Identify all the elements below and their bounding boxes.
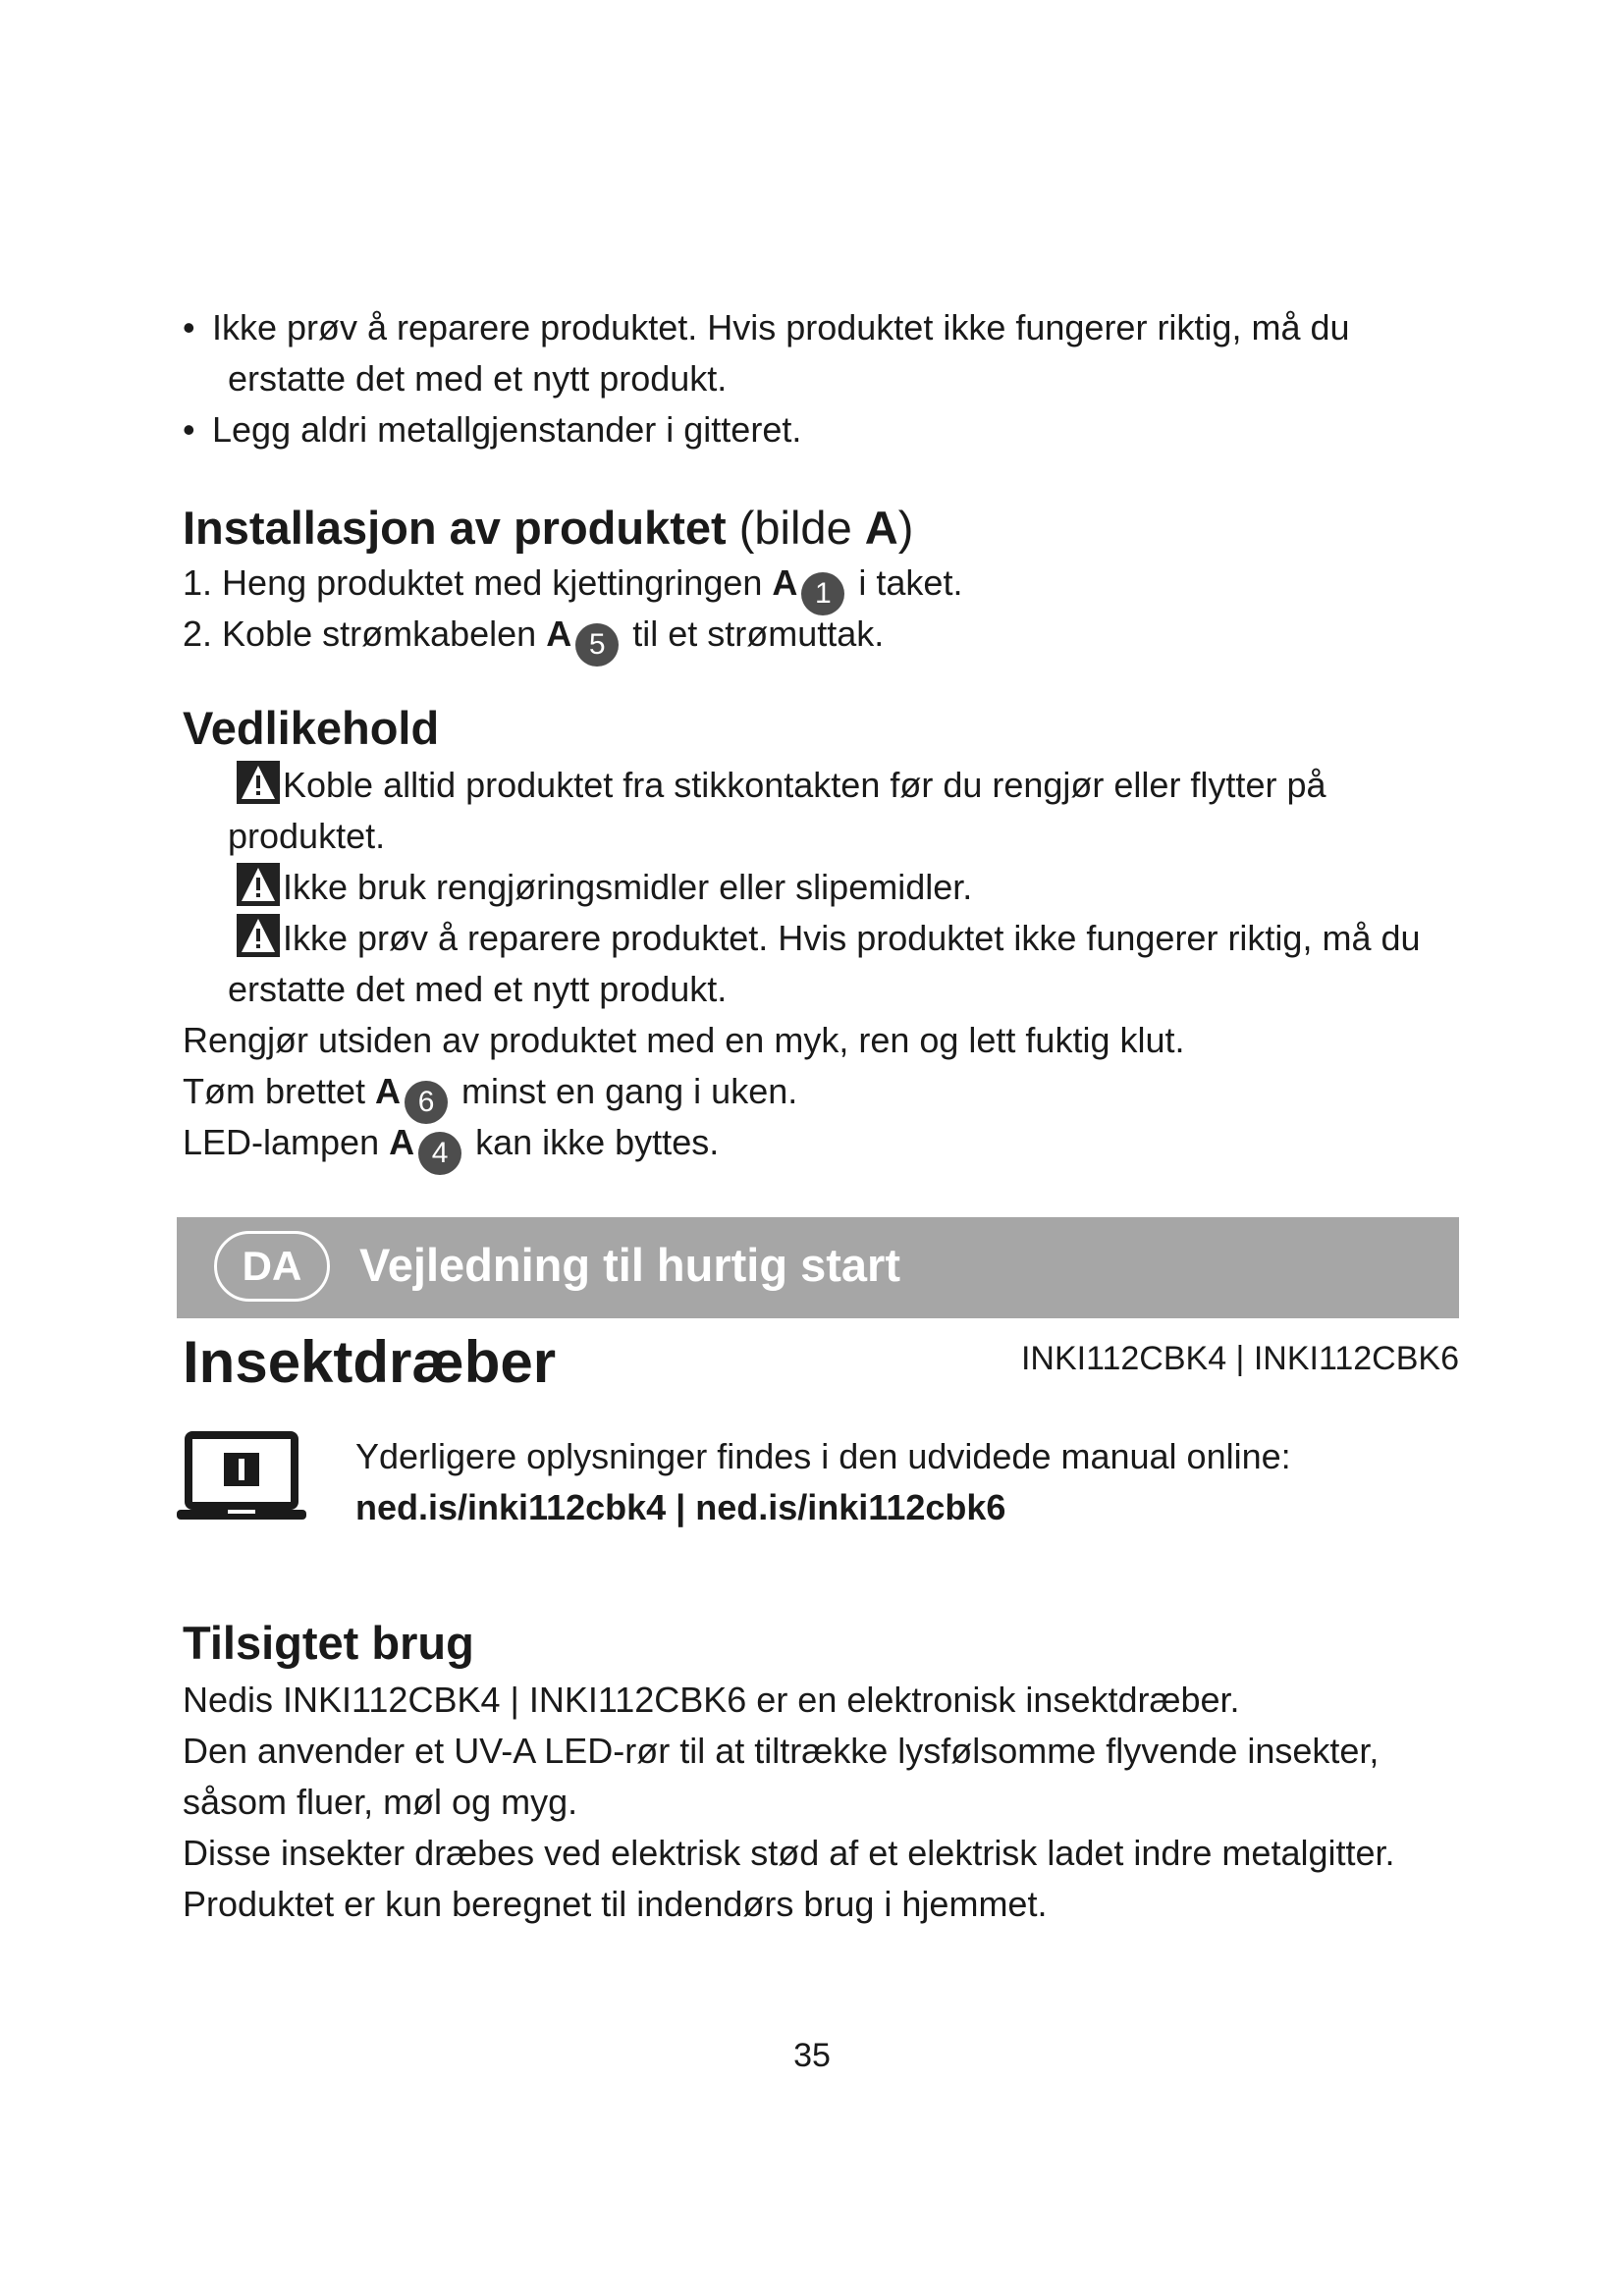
intended-use-line: såsom fluer, møl og myg. xyxy=(183,1782,578,1822)
language-code-badge: DA xyxy=(214,1231,330,1302)
warning-item-continuation: produktet. xyxy=(228,816,386,856)
intended-use-line: Disse insekter dræbes ved elektrisk stød af et elektrisk ladet indre metalgitter. xyxy=(183,1833,1395,1873)
reference-badge: 5 xyxy=(575,623,619,667)
reference-badge: 4 xyxy=(418,1132,461,1175)
product-title: Insektdræber xyxy=(183,1329,557,1395)
warning-item: Koble alltid produktet fra stikkontakten før du rengjør eller flytter på xyxy=(236,760,1326,811)
warning-item: Ikke prøv å reparere produktet. Hvis produktet ikke fungerer riktig, må du xyxy=(236,913,1421,964)
model-numbers: INKI112CBK4 | INKI112CBK6 xyxy=(1020,1340,1459,1377)
intended-use-line: Produktet er kun beregnet til indendørs brug i hjemmet. xyxy=(183,1884,1048,1924)
installation-step: 1. Heng produktet med kjettingringen A 1 i taket. xyxy=(183,558,962,615)
tray-text: Tøm brettet A 6 minst en gang i uken. xyxy=(183,1066,797,1124)
warning-icon xyxy=(236,760,281,805)
warning-icon xyxy=(236,862,281,907)
page-number: 35 xyxy=(793,2037,831,2074)
manual-links[interactable]: ned.is/inki112cbk4 | ned.is/inki112cbk6 xyxy=(355,1487,1006,1527)
warning-item: Ikke bruk rengjøringsmidler eller slipemidler. xyxy=(236,862,972,913)
led-text: LED-lampen A 4 kan ikke byttes. xyxy=(183,1117,719,1175)
intended-use-line: Nedis INKI112CBK4 | INKI112CBK6 er en elektronisk insektdræber. xyxy=(183,1680,1240,1720)
cleaning-text: Rengjør utsiden av produktet med en myk, ren og lett fuktig klut. xyxy=(183,1020,1185,1060)
warning-item-continuation: erstatte det med et nytt produkt. xyxy=(228,969,728,1009)
language-banner xyxy=(177,1217,1459,1318)
maintenance-heading: Vedlikehold xyxy=(183,702,440,754)
bullet-text-continuation: erstatte det med et nytt produkt. xyxy=(228,358,728,399)
banner-title: Vejledning til hurtig start xyxy=(359,1239,900,1291)
bullet-marker: • xyxy=(183,409,195,450)
installation-step: 2. Koble strømkabelen A 5 til et strømuttak. xyxy=(183,609,884,667)
warning-icon xyxy=(236,913,281,958)
intended-use-line: Den anvender et UV-A LED-rør til at tiltrække lysfølsomme flyvende insekter, xyxy=(183,1731,1380,1771)
reference-badge: 6 xyxy=(405,1081,448,1124)
bullet-text: Ikke prøv å reparere produktet. Hvis produktet ikke fungerer riktig, må du xyxy=(212,307,1350,347)
info-text: Yderligere oplysninger findes i den udvidede manual online: xyxy=(355,1436,1291,1476)
installation-heading: Installasjon av produktet (bilde A) xyxy=(183,502,914,554)
reference-badge: 1 xyxy=(801,572,844,615)
bullet-marker: • xyxy=(183,307,195,347)
bullet-text: Legg aldri metallgjenstander i gitteret. xyxy=(212,409,802,450)
intended-use-heading: Tilsigtet brug xyxy=(183,1617,474,1669)
laptop-info-icon xyxy=(175,1431,308,1525)
